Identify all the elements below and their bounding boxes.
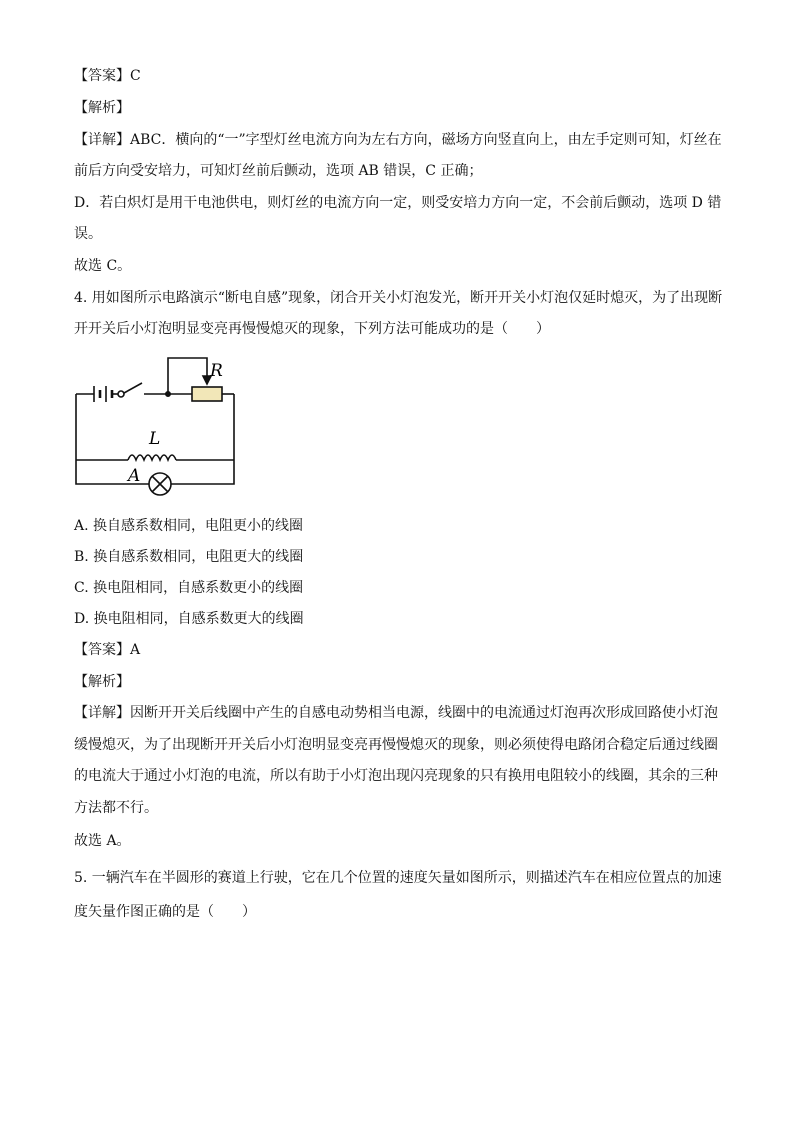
- q4-stem-line-1: 4. 用如图所示电路演示“断电自感”现象，闭合开关小灯泡发光，断开开关小灯泡仅延时熄灭，为了出现断: [74, 290, 723, 306]
- q4-detail-line-3: 的电流大于通过小灯泡的电流，所以有助于小灯泡出现闪亮现象的只有换用电阻较小的线圈，其余的三种: [74, 768, 718, 784]
- q4-option-d: D. 换电阻相同，自感系数更大的线圈: [74, 611, 304, 627]
- q4-option-a: A. 换自感系数相同，电阻更小的线圈: [74, 518, 304, 534]
- label-l: L: [149, 429, 161, 449]
- q4-option-c: C. 换电阻相同，自感系数更小的线圈: [74, 580, 304, 596]
- q4-stem-line-2: 开开关后小灯泡明显变亮再慢慢熄灭的现象，下列方法可能成功的是（ ）: [74, 321, 550, 337]
- q3-answer: 【答案】C: [74, 68, 141, 84]
- q5-stem-line-2: 度矢量作图正确的是（ ）: [74, 904, 256, 920]
- q4-option-b: B. 换自感系数相同，电阻更大的线圈: [74, 549, 304, 565]
- circuit-diagram: [70, 352, 250, 504]
- switch-blade: [124, 383, 142, 393]
- label-a: A: [128, 466, 141, 486]
- rheostat-body: [192, 387, 222, 401]
- q3-analysis-heading: 【解析】: [74, 100, 130, 116]
- label-r: R: [210, 361, 223, 381]
- q5-stem-line-1: 5. 一辆汽车在半圆形的赛道上行驶，它在几个位置的速度矢量如图所示，则描述汽车在相应位置点的加速: [74, 870, 722, 886]
- q3-detail-line-1: 【详解】ABC．横向的“一”字型灯丝电流方向为左右方向，磁场方向竖直向上，由左手定则可知，灯丝在: [74, 132, 722, 148]
- q4-detail-line-1: 【详解】因断开开关后线圈中产生的自感电动势相当电源，线圈中的电流通过灯泡再次形成回路使小灯泡: [74, 705, 718, 721]
- q4-detail-line-2: 缓慢熄灭，为了出现断开开关后小灯泡明显变亮再慢慢熄灭的现象，则必须使得电路闭合稳定后通过线圈: [74, 737, 718, 753]
- switch-pivot: [118, 391, 124, 397]
- q3-conclusion: 故选 C。: [74, 258, 132, 274]
- q4-answer: 【答案】A: [74, 642, 141, 658]
- q4-conclusion: 故选 A。: [74, 833, 131, 849]
- q3-detail-line-2: 前后方向受安培力，可知灯丝前后颤动，选项 AB 错误，C 正确；: [74, 163, 483, 179]
- inductor-coil: [128, 455, 176, 460]
- q4-analysis-heading: 【解析】: [74, 674, 130, 690]
- q4-detail-line-4: 方法都不行。: [74, 800, 158, 816]
- q3-detail-line-4: 误。: [74, 226, 102, 242]
- q3-detail-line-3: D．若白炽灯是用干电池供电，则灯丝的电流方向一定，则受安培力方向一定，不会前后颤动，选项 D 错: [74, 195, 722, 211]
